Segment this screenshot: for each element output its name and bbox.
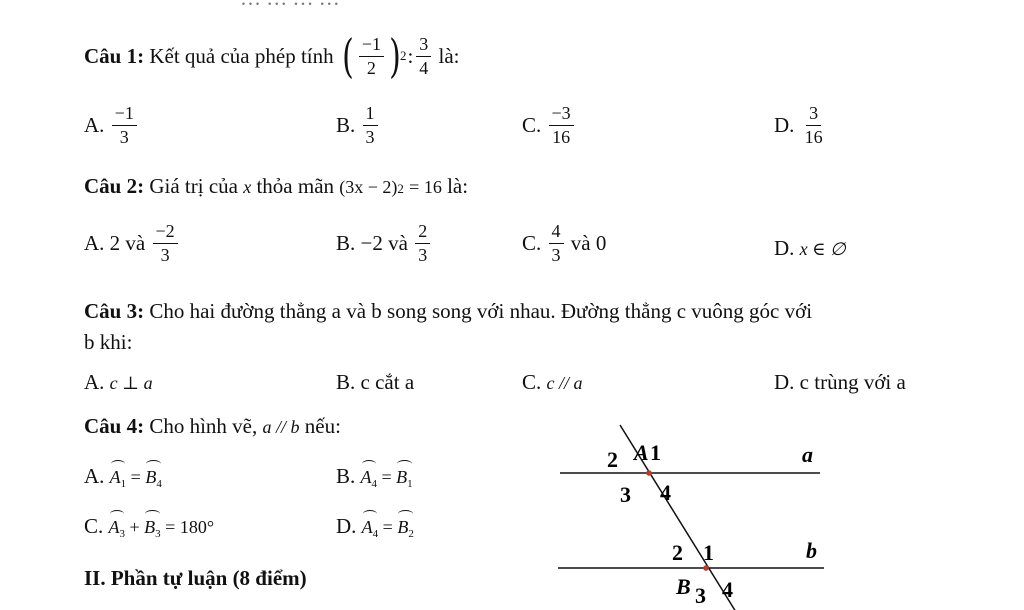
question-4-tail: nếu: [304, 414, 341, 438]
option-letter: D. [774, 236, 795, 260]
option-letter: C. [522, 370, 542, 394]
q1-option-a[interactable] [84, 104, 139, 147]
question-2-label: Câu 2: [84, 174, 145, 198]
q2-option-c[interactable] [522, 222, 606, 265]
option-eq: = 180° [165, 517, 215, 537]
question-2 [84, 174, 468, 199]
q2-option-b[interactable] [336, 222, 432, 265]
option-letter: A. [84, 464, 105, 488]
parallel-lines-figure [550, 420, 840, 610]
option-text: −2 và [360, 230, 408, 255]
q2-option-a[interactable] [84, 222, 180, 265]
option-eq: = [130, 467, 141, 487]
question-2-text: Giá trị của [149, 174, 238, 198]
q4-option-b[interactable] [336, 464, 413, 490]
angle-a1-label: 1 [650, 440, 661, 465]
option-letter: D. [774, 112, 795, 137]
option-fraction: $\frac{1}{3}$ [363, 104, 378, 147]
angle-a-hat: $A_1$ [109, 467, 127, 490]
option-letter: B. [336, 370, 356, 394]
question-1-label: Câu 1: [84, 43, 145, 68]
option-letter: C. [522, 230, 542, 255]
question-4-label: Câu 4: [84, 414, 145, 438]
point-b-label: B [676, 574, 691, 599]
option-text: c trùng với a [799, 370, 906, 394]
q4-math: a // b [262, 417, 300, 437]
q2-power: 2 [397, 181, 404, 196]
angle-a3-label: 3 [620, 482, 631, 507]
option-fraction: $\frac{4}{3}$ [549, 222, 564, 265]
question-3-label: Câu 3: [84, 299, 145, 323]
close-paren: ) [389, 29, 401, 83]
option-fraction: $\frac{-2}{3}$ [153, 222, 178, 265]
point-a-dot [646, 470, 652, 476]
option-letter: B. [336, 112, 356, 137]
angle-a-hat: $A_4$ [361, 517, 379, 540]
angle-b3-label: 3 [695, 583, 706, 608]
q1-fraction-2: $\frac{3}{4}$ [416, 35, 431, 78]
q2-expr: (3x − 2) [339, 177, 398, 197]
q2-option-d[interactable] [774, 236, 846, 261]
question-2-text-2: thỏa mãn [256, 174, 335, 198]
q1-power: 2 [399, 48, 407, 63]
angle-b-hat: $B_3$ [144, 517, 161, 540]
option-fraction: $\frac{3}{16}$ [804, 103, 823, 147]
angle-b4-label: 4 [722, 577, 733, 602]
question-3-line-2: b khi: [84, 330, 133, 354]
angle-a4-label: 4 [660, 480, 671, 505]
option-letter: C. [84, 514, 104, 538]
option-eq: = [382, 517, 393, 537]
angle-a-hat: $A_3$ [108, 517, 126, 540]
q4-option-a[interactable] [84, 464, 162, 490]
option-eq: = [381, 467, 392, 487]
question-3-line-1: Cho hai đường thẳng a và b song song với nhau. Đường thẳng c vuông góc với [149, 299, 813, 323]
question-1-text: Kết quả của phép tính [149, 43, 334, 68]
option-text: và 0 [570, 230, 607, 255]
angle-b-hat: $B_4$ [145, 467, 162, 490]
question-2-tail: là: [447, 174, 469, 198]
q2-expr-tail: = 16 [409, 177, 442, 197]
q1-option-b[interactable] [336, 104, 380, 147]
option-fraction: $\frac{-1}{3}$ [112, 104, 137, 147]
question-4 [84, 414, 341, 439]
option-letter: D. [774, 370, 795, 394]
option-plus: + [129, 517, 140, 537]
point-b-dot [703, 565, 709, 571]
q2-var: x [243, 177, 252, 197]
question-1 [84, 30, 460, 82]
q3-option-c[interactable] [522, 370, 583, 395]
option-math: x ∈ ∅ [799, 239, 846, 259]
option-letter: A. [84, 230, 105, 255]
q4-option-c[interactable] [84, 514, 214, 540]
option-text: c cắt a [360, 370, 415, 394]
line-a-label: a [802, 442, 813, 467]
header-fragment [240, 0, 340, 11]
angle-b-hat: $B_1$ [396, 467, 413, 490]
q1-op: : [407, 43, 414, 68]
angle-a2-label: 2 [607, 447, 618, 472]
option-math: c // a [546, 373, 583, 393]
q3-option-b[interactable] [336, 370, 414, 395]
line-b-label: b [806, 538, 817, 563]
option-math: c ⊥ a [109, 373, 153, 393]
option-letter: B. [336, 230, 356, 255]
point-a-label: A [634, 440, 649, 465]
question-1-tail: là: [438, 43, 460, 68]
q1-fraction: $\frac{-1}{2}$ [359, 35, 384, 78]
q3-option-d[interactable] [774, 370, 906, 395]
q3-option-a[interactable] [84, 370, 153, 395]
option-fraction: $\frac{2}{3}$ [415, 222, 430, 265]
angle-b-hat: $B_2$ [397, 517, 414, 540]
question-4-text: Cho hình vẽ, [149, 414, 258, 438]
q1-option-d[interactable] [774, 104, 828, 147]
q4-option-d[interactable] [336, 514, 414, 540]
open-paren: ( [342, 29, 354, 83]
option-letter: B. [336, 464, 356, 488]
q1-option-c[interactable] [522, 104, 576, 147]
question-3 [84, 296, 812, 358]
option-letter: C. [522, 112, 542, 137]
option-text: 2 và [109, 230, 146, 255]
angle-b1-label: 1 [703, 540, 714, 565]
option-letter: A. [84, 112, 105, 137]
option-letter: A. [84, 370, 105, 394]
angle-a-hat: $A_4$ [360, 467, 378, 490]
option-letter: D. [336, 514, 357, 538]
angle-b2-label: 2 [672, 540, 683, 565]
option-fraction: $\frac{-3}{16}$ [549, 104, 574, 147]
section-2-title: II. Phần tự luận (8 điểm) [84, 566, 307, 590]
